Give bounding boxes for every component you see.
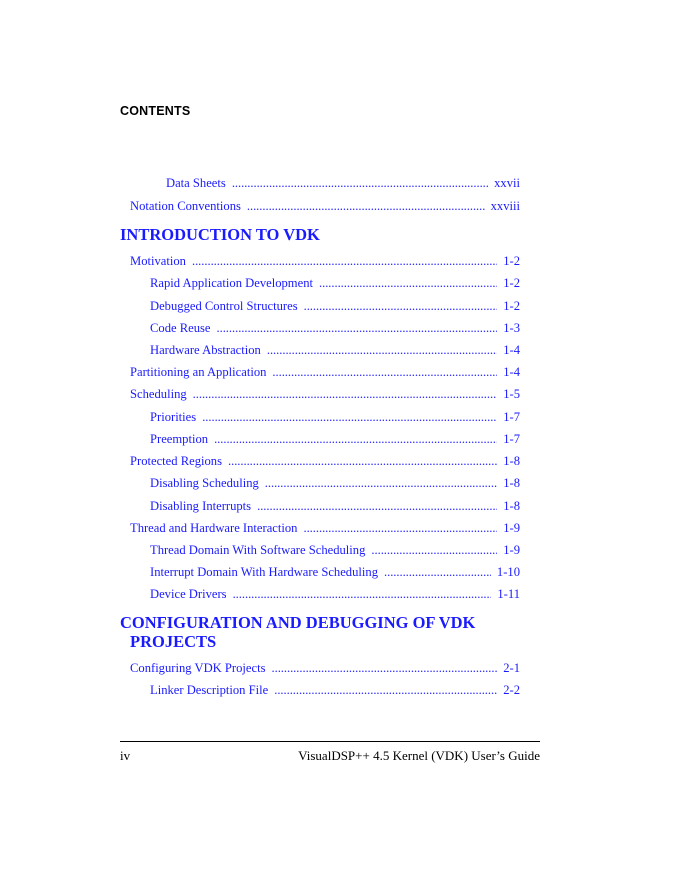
- toc-entry-priorities[interactable]: [150, 410, 520, 425]
- toc-entry-page: 1-3: [503, 321, 520, 335]
- toc-entry-title: Data Sheets: [166, 176, 226, 190]
- dot-leader: [319, 276, 497, 291]
- toc-entry-disabling-scheduling[interactable]: [150, 476, 520, 491]
- toc-entry-title: Rapid Application Development: [150, 276, 313, 290]
- toc-entry-protected-regions[interactable]: [130, 454, 520, 469]
- toc-entry-page: 1-2: [503, 254, 520, 268]
- toc-entry-title: Motivation: [130, 254, 186, 268]
- toc-entry-page: xxviii: [490, 199, 520, 213]
- toc-entry-title: Interrupt Domain With Hardware Scheduling: [150, 565, 378, 579]
- dot-leader: [272, 365, 497, 380]
- toc-entry-page: 1-4: [503, 343, 520, 357]
- dot-leader: [267, 343, 497, 358]
- chapter-heading-configuration[interactable]: [120, 613, 475, 651]
- toc-entry-title: Priorities: [150, 410, 197, 424]
- toc-entry-title: Partitioning an Application: [130, 365, 267, 379]
- dot-leader: [247, 199, 485, 214]
- dot-leader: [202, 410, 497, 425]
- toc-entry-interrupt-domain[interactable]: [150, 565, 520, 580]
- toc-entry-page: 1-8: [503, 499, 520, 513]
- toc-entry-page: 1-5: [503, 387, 520, 401]
- toc-entry-title: Device Drivers: [150, 587, 227, 601]
- dot-leader: [304, 299, 498, 314]
- dot-leader: [233, 587, 492, 602]
- dot-leader: [228, 454, 497, 469]
- running-header: CONTENTS: [120, 104, 191, 118]
- dot-leader: [265, 476, 497, 491]
- toc-entry-motivation[interactable]: [130, 254, 520, 269]
- toc-entry-page: 1-11: [497, 587, 520, 601]
- toc-entry-page: 1-2: [503, 276, 520, 290]
- footer-rule: [120, 741, 540, 742]
- footer-page-number: iv: [120, 748, 131, 763]
- toc-entry-page: 1-8: [503, 454, 520, 468]
- toc-entry-page: 1-2: [503, 299, 520, 313]
- dot-leader: [193, 387, 498, 402]
- dot-leader: [232, 176, 488, 191]
- dot-leader: [257, 499, 497, 514]
- toc-entry-title: Hardware Abstraction: [150, 343, 261, 357]
- dot-leader: [384, 565, 491, 580]
- toc-entry-scheduling[interactable]: [130, 387, 520, 402]
- toc-entry-title: Linker Description File: [150, 683, 269, 697]
- chapter-heading-line: PROJECTS: [130, 632, 217, 651]
- toc-entry-configuring-vdk-projects[interactable]: [130, 661, 520, 676]
- toc-entry-notation-conventions[interactable]: [130, 199, 520, 214]
- toc-entry-data-sheets[interactable]: [166, 176, 520, 191]
- toc-entry-page: 1-7: [503, 432, 520, 446]
- dot-leader: [192, 254, 497, 269]
- chapter-heading-introduction[interactable]: INTRODUCTION TO VDK: [120, 225, 320, 244]
- toc-entry-title: Notation Conventions: [130, 199, 241, 213]
- toc-entry-partitioning-an-application[interactable]: [130, 365, 520, 380]
- dot-leader: [214, 432, 497, 447]
- toc-entry-preemption[interactable]: [150, 432, 520, 447]
- toc-entry-title: Preemption: [150, 432, 209, 446]
- toc-entry-title: Scheduling: [130, 387, 187, 401]
- toc-entry-title: Thread and Hardware Interaction: [130, 521, 298, 535]
- chapter-heading-line: CONFIGURATION AND DEBUGGING OF VDK: [120, 613, 476, 632]
- dot-leader: [274, 683, 497, 698]
- toc-entry-device-drivers[interactable]: [150, 587, 520, 602]
- toc-entry-title: Disabling Scheduling: [150, 476, 259, 490]
- toc-entry-debugged-control-structures[interactable]: [150, 299, 520, 314]
- toc-entry-title: Configuring VDK Projects: [130, 661, 266, 675]
- toc-entry-title: Debugged Control Structures: [150, 299, 298, 313]
- dot-leader: [303, 521, 497, 536]
- dot-leader: [272, 661, 498, 676]
- toc-entry-page: 1-9: [503, 521, 520, 535]
- toc-entry-title: Code Reuse: [150, 321, 211, 335]
- toc-entry-page: 1-7: [503, 410, 520, 424]
- toc-entry-page: 1-8: [503, 476, 520, 490]
- toc-entry-title: Disabling Interrupts: [150, 499, 252, 513]
- toc-entry-page: 1-9: [503, 543, 520, 557]
- toc-entry-linker-description-file[interactable]: [150, 683, 520, 698]
- toc-entry-hardware-abstraction[interactable]: [150, 343, 520, 358]
- toc-entry-code-reuse[interactable]: [150, 321, 520, 336]
- dot-leader: [371, 543, 497, 558]
- toc-entry-title: Thread Domain With Software Scheduling: [150, 543, 366, 557]
- dot-leader: [217, 321, 498, 336]
- toc-entry-page: 1-4: [503, 365, 520, 379]
- toc-entry-disabling-interrupts[interactable]: [150, 499, 520, 514]
- toc-entry-thread-and-hardware-interaction[interactable]: [130, 521, 520, 536]
- toc-entry-title: Protected Regions: [130, 454, 222, 468]
- toc-entry-page: 2-2: [503, 683, 520, 697]
- toc-entry-rapid-application-development[interactable]: [150, 276, 520, 291]
- toc-entry-thread-domain[interactable]: [150, 543, 520, 558]
- toc-entry-page: xxvii: [494, 176, 520, 190]
- toc-entry-page: 1-10: [496, 565, 520, 579]
- footer-book-title: VisualDSP++ 4.5 Kernel (VDK) User’s Guide: [298, 748, 540, 763]
- toc-entry-page: 2-1: [503, 661, 520, 675]
